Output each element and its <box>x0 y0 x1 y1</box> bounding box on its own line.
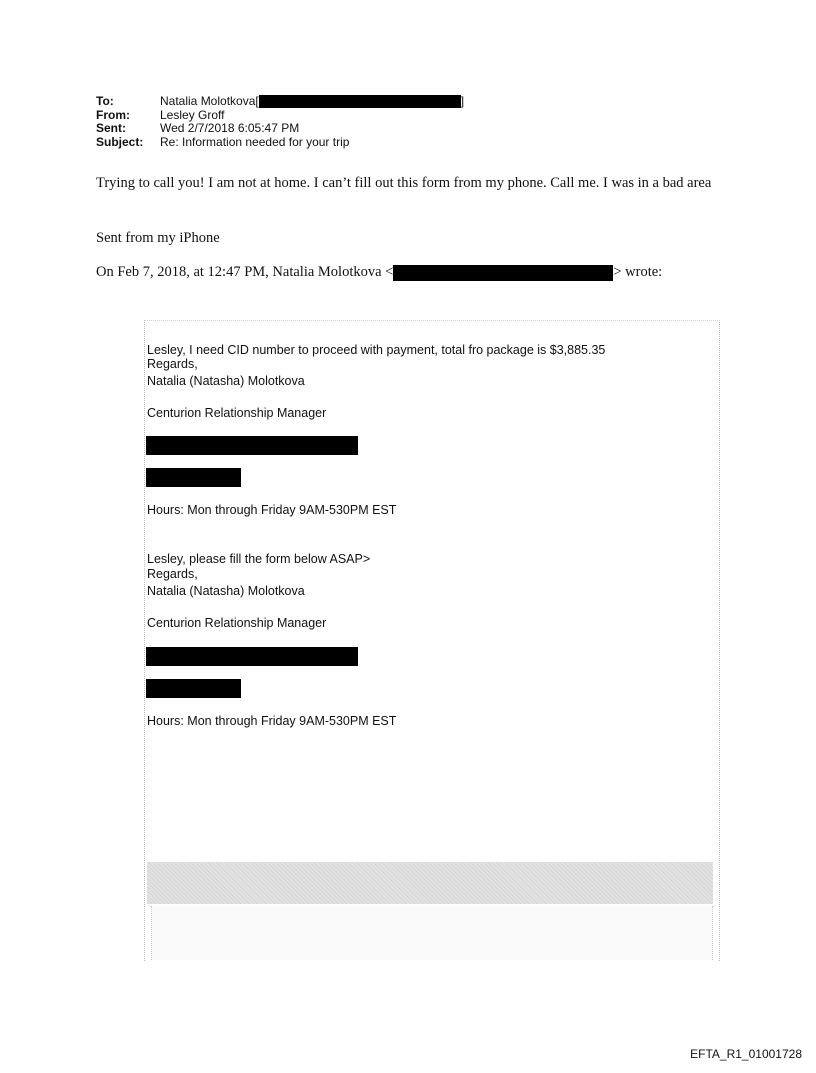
msg1-line1: Lesley, I need CID number to proceed with payment, total fro package is $3,885.35 <box>147 343 606 357</box>
msg2-line1: Lesley, please fill the form below ASAP> <box>147 552 371 566</box>
msg2-hours: Hours: Mon through Friday 9AM-530PM EST <box>147 714 397 728</box>
email-header <box>96 95 464 149</box>
to-value: Natalia Molotkova[ <box>160 94 259 108</box>
redaction-bar <box>393 265 613 281</box>
redaction-bar <box>146 436 358 455</box>
msg1-sender-title: Centurion Relationship Manager <box>147 406 327 420</box>
sent-label: Sent: <box>96 121 126 135</box>
reply-signoff: Sent from my iPhone <box>96 230 220 246</box>
redaction-bar <box>146 647 358 666</box>
redaction-bar <box>146 468 241 487</box>
msg1-sender-name: Natalia (Natasha) Molotkova <box>147 374 305 388</box>
to-label: To: <box>96 94 114 108</box>
sent-value: Wed 2/7/2018 6:05:47 PM <box>160 121 300 135</box>
from-value: Lesley Groff <box>160 107 225 122</box>
msg2-sender-name: Natalia (Natasha) Molotkova <box>147 584 305 598</box>
quote-intro <box>96 264 662 281</box>
redaction-bar <box>259 95 461 108</box>
header-from-row <box>96 109 464 123</box>
msg2-sender-title: Centurion Relationship Manager <box>147 616 327 630</box>
msg1-hours: Hours: Mon through Friday 9AM-530PM EST <box>147 503 397 517</box>
subject-value: Re: Information needed for your trip <box>160 134 350 149</box>
from-label: From: <box>96 107 130 122</box>
redaction-bar <box>146 679 241 698</box>
msg2-regards: Regards, <box>147 567 198 581</box>
form-header-band <box>147 862 713 904</box>
form-box <box>151 906 713 960</box>
reply-body: Trying to call you! I am not at home. I can’t fill out this form from my phone. Call me. I was in a bad area <box>96 175 712 191</box>
quote-intro-start: On Feb 7, 2018, at 12:47 PM, Natalia Molotkova < <box>96 264 394 280</box>
msg1-regards: Regards, <box>147 357 198 371</box>
subject-label: Subject: <box>96 134 144 149</box>
quote-intro-end: > wrote: <box>613 264 663 280</box>
document-id: EFTA_R1_01001728 <box>690 1047 802 1061</box>
to-close: ] <box>460 94 465 108</box>
header-sent-row <box>96 122 464 136</box>
header-to-row <box>96 95 464 109</box>
header-subject-row <box>96 136 464 150</box>
